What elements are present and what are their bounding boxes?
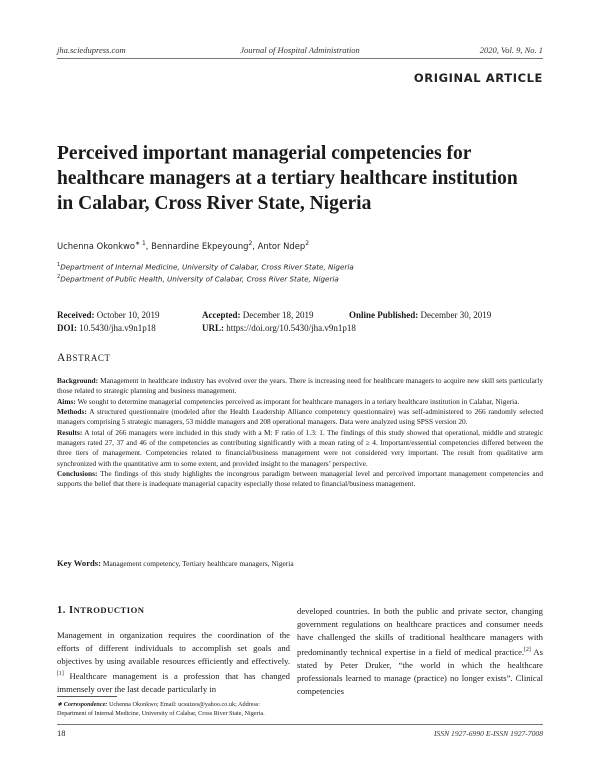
doi-label: DOI: <box>57 323 77 333</box>
footer-rule <box>57 724 543 725</box>
keywords <box>57 558 543 568</box>
author-sup: 2 <box>305 240 310 247</box>
author-name: Uchenna Okonkwo <box>57 240 136 251</box>
author-sup: 2 <box>248 240 253 247</box>
citation-ref[interactable]: [1] <box>57 671 64 677</box>
accepted-label: Accepted: <box>202 310 241 320</box>
correspondence-footnote <box>57 700 290 718</box>
introduction-number: 1. I <box>57 605 74 616</box>
received-date <box>57 310 159 320</box>
footnote-label: ∗ Correspondence: <box>57 701 108 708</box>
affiliation-number: 2 <box>57 274 61 280</box>
keywords-text: Management competency, Tertiary healthcare managers, Nigeria <box>102 559 294 568</box>
abstract-body <box>57 376 543 490</box>
journal-name: Journal of Hospital Administration <box>240 45 360 55</box>
article-type-label: ORIGINAL ARTICLE <box>413 71 543 85</box>
keywords-label: Key Words: <box>57 558 102 568</box>
conclusions-text: The findings of this study highlights the incongrous paradigm between managerial level and perceived important management competencies and supports the belief that there is inadequate managerial capacity especially those related to financial/business management. <box>57 469 543 489</box>
abstract-heading <box>57 352 111 364</box>
affiliation-text: Department of Public Health, University of Calabar, Cross River State, Nigeria <box>60 274 339 284</box>
footnote-text: Uchenna Okonkwo; Email: ucsuizes@yahoo.co.uk; Address: Department of Internal Medicine, University of Calabar, Cross River State, Nigeria. <box>57 701 265 717</box>
aims-text: We sought to determine managerial competencies perceived as imporant for healthcare managers in a teriary healthcare institution in Calabar, Nigeria. <box>77 396 520 406</box>
background-text: Management in healthcare industry has evolved over the years. There is increasing need for healthcare managers to acquire new skill sets particularly those related to strategic planning and business management. <box>57 376 544 396</box>
abstract-results <box>57 428 543 469</box>
author-sup: ∗ 1 <box>135 240 146 247</box>
author-list: Uchenna Okonkwo$^{∗ 1}$, Bennardine Ekpeyoung$^2$, Antor Ndep$^2$ <box>57 240 310 251</box>
abstract-background <box>57 376 543 397</box>
affiliation <box>57 262 354 271</box>
conclusions-label: Conclusions: <box>57 469 98 479</box>
article-title: Perceived important managerial competencies for healthcare managers at a tertiary healthcare institution in Calabar, Cross River State, Nigeria <box>57 143 518 214</box>
affiliation <box>57 274 339 283</box>
aims-label: Aims: <box>57 396 76 406</box>
intro-text: developed countries. In both the public and private sector, changing government regulations on healthcare practices and consumer needs have challenged the skills of traditional healthcare managers with predominantly technical expertise in a field of medical practice. <box>297 606 543 657</box>
citation-ref[interactable]: [2] <box>524 647 531 653</box>
doi <box>57 323 156 333</box>
abstract-heading-rest: BSTRACT <box>65 353 111 363</box>
abstract-conclusions <box>57 469 543 490</box>
url-link[interactable]: https://doi.org/10.5430/jha.v9n1p18 <box>226 323 356 333</box>
methods-label: Methods: <box>57 407 87 417</box>
affiliation-number: 1 <box>57 262 61 268</box>
abstract-heading-initial: A <box>57 352 66 364</box>
results-text: A total of 266 managers were included in this study with a M: F ratio of 1.3: 1. The findings of this study showed that operational, middle and strategic managers rated 27, 37 and 46 of the competencies as contributing significantly with a mean rating of ≥ 4. Important/essential competencies differed between the three tiers of management. Competencies related to financial/business management were not considered very important. The result from qualitative arm synchronized with the quantitative arm to some extent, and provided insight to the managers’ perspective. <box>57 427 543 468</box>
published-value: December 30, 2019 <box>420 310 492 320</box>
background-label: Background: <box>57 376 99 385</box>
intro-text: Healthcare management is a profession that has changed immensely over the last decade particularly in <box>57 670 290 694</box>
journal-website[interactable]: jha.sciedupress.com <box>57 45 126 55</box>
accepted-date <box>202 310 313 320</box>
published-date <box>349 310 491 320</box>
author-name: Bennardine Ekpeyoung <box>151 240 249 251</box>
doi-value[interactable]: 10.5430/jha.v9n1p18 <box>79 323 156 333</box>
url <box>202 323 356 333</box>
author-name: Antor Ndep <box>257 240 306 251</box>
abstract-methods <box>57 407 543 428</box>
affiliation-text: Department of Internal Medicine, University of Calabar, Cross River State, Nigeria <box>60 262 354 272</box>
accepted-value: December 18, 2019 <box>242 310 314 320</box>
intro-left-column <box>57 629 290 696</box>
journal-issue: 2020, Vol. 9, No. 1 <box>479 45 543 55</box>
page-number: 18 <box>57 728 66 738</box>
published-label: Online Published: <box>349 310 419 320</box>
methods-text: A structured questionnaire (modeled after the Health Leadership Alliance competency questionnaire) was self-administered to 266 randomly selected managers comprising 5 strategic managers, 53 middle managers and 208 operational managers. Data were analyzed using SPSS version 20. <box>57 407 543 427</box>
url-label: URL: <box>202 323 224 333</box>
results-label: Results: <box>57 427 83 437</box>
intro-text: As stated by Peter Druker, “the world in which the healthcare professionals learned to manage (practice) no longer exists”. Clinical competencies <box>297 646 543 696</box>
running-header <box>57 45 543 57</box>
abstract-aims <box>57 397 543 407</box>
received-label: Received: <box>57 310 95 320</box>
received-value: October 10, 2019 <box>96 310 160 320</box>
header-rule <box>57 58 543 59</box>
intro-right-column <box>297 605 543 698</box>
footnote-rule <box>57 696 117 697</box>
issn: ISSN 1927-6990 E-ISSN 1927-7008 <box>433 729 543 738</box>
introduction-heading <box>57 605 145 616</box>
introduction-heading-rest: NTRODUCTION <box>73 605 145 615</box>
intro-text: Management in organization requires the coordination of the efforts of different individuals to accomplish set goals and objectives by using available resources efficiently and effectively. <box>57 630 290 666</box>
